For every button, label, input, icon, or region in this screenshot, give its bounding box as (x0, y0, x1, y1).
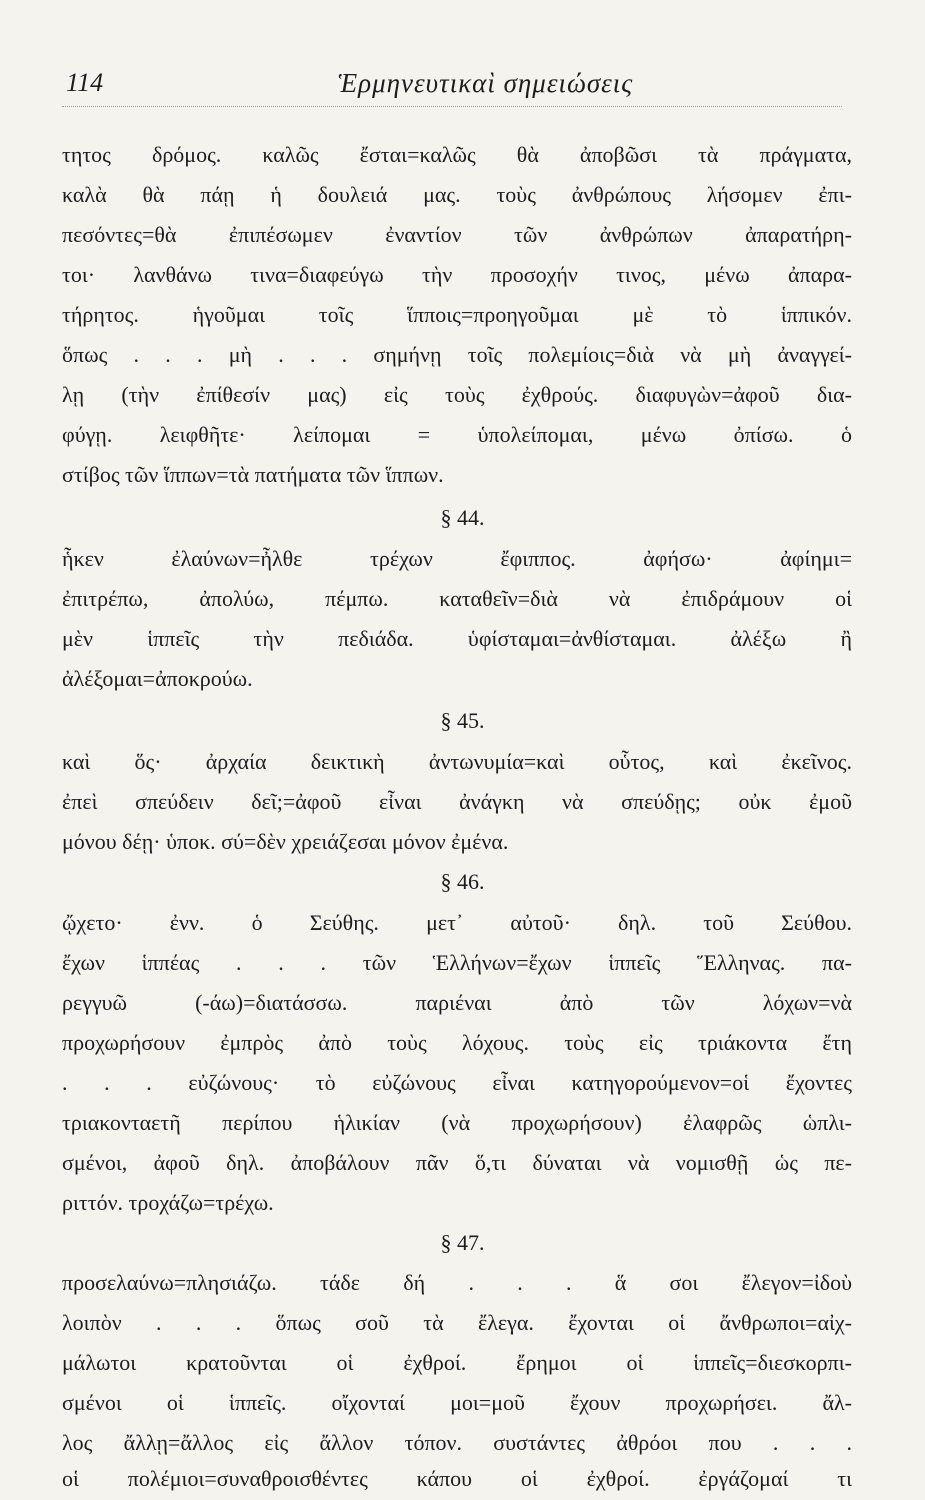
text-line: προχωρήσουν ἐμπρὸς ἀπὸ τοὺς λόχους. τοὺς εἰς τριάκοντα ἔτη (62, 1030, 852, 1055)
section-heading-46: § 46. (440, 869, 485, 894)
text-line: μὲν ἱππεῖς τὴν πεδιάδα. ὑφίσταμαι=ἀνθίσταμαι. ἀλέξω ἢ (62, 626, 852, 651)
text-line: ὅπως . . . μὴ . . . σημήνῃ τοῖς πολεμίοις=διὰ νὰ μὴ ἀναγγεί- (62, 342, 852, 367)
text-line: ἐπεὶ σπεύδειν δεῖ;=ἀφοῦ εἶναι ἀνάγκη νὰ σπεύδῃς; οὐκ ἐμοῦ (62, 789, 852, 814)
text-line: τήρητος. ἡγοῦμαι τοῖς ἵπποις=προηγοῦμαι μὲ τὸ ἱππικόν. (62, 302, 852, 327)
text-line: καὶ ὅς· ἀρχαία δεικτικὴ ἀντωνυμία=καὶ οὗτος, καὶ ἐκεῖνος. (62, 749, 852, 774)
section-heading-44: § 44. (440, 505, 485, 530)
section-heading-47: § 47. (440, 1230, 485, 1255)
text-line: τητος δρόμος. καλῶς ἔσται=καλῶς θὰ ἀποβῶσι τὰ πράγματα, (62, 142, 852, 167)
text-line: μάλωτοι κρατοῦνται οἱ ἐχθροί. ἔρημοι οἱ ἱππεῖς=διεσκορπι- (62, 1350, 852, 1375)
text-line: καλὰ θὰ πάῃ ἡ δουλειά μας. τοὺς ἀνθρώπους λήσομεν ἐπι- (62, 182, 852, 207)
text-line: σμένοι οἱ ἱππεῖς. οἴχονταί μοι=μοῦ ἔχουν προχωρήσει. ἄλ- (62, 1390, 852, 1415)
text-line: λοιπὸν . . . ὅπως σοῦ τὰ ἔλεγα. ἔχονται οἱ ἄνθρωποι=αἰχ- (62, 1310, 852, 1335)
running-header (62, 66, 842, 107)
text-line: . . . εὐζώνους· τὸ εὐζώνους εἶναι κατηγορούμενον=οἱ ἔχοντες (62, 1070, 852, 1095)
text-line: φύγῃ. λειφθῆτε· λείπομαι = ὑπολείπομαι, μένω ὀπίσω. ὁ (62, 422, 852, 447)
text-line: λῃ (τὴν ἐπίθεσίν μας) εἰς τοὺς ἐχθρούς. διαφυγὼν=ἀφοῦ δια- (62, 382, 852, 407)
text-line: λος ἄλλῃ=ἄλλος εἰς ἄλλον τόπον. συστάντες ἀθρόοι που . . . (62, 1430, 852, 1455)
page-number: 114 (66, 68, 104, 97)
section-heading-45: § 45. (440, 708, 485, 733)
text-line: τριακονταετῆ περίπου ἡλικίαν (νὰ προχωρήσουν) ἐλαφρῶς ὡπλι- (62, 1110, 852, 1135)
text-line: ἧκεν ἐλαύνων=ἦλθε τρέχων ἔφιππος. ἀφήσω· ἀφίημι= (62, 546, 852, 571)
text-line: σμένοι, ἀφοῦ δηλ. ἀποβάλουν πᾶν ὅ,τι δύναται νὰ νομισθῇ ὡς πε- (62, 1150, 852, 1175)
text-line: στίβος τῶν ἵππων=τὰ πατήματα τῶν ἵππων. (62, 462, 444, 487)
text-line: ἐπιτρέπω, ἀπολύω, πέμπω. καταθεῖν=διὰ νὰ ἐπιδράμουν οἱ (62, 586, 852, 611)
text-line: ἀλέξομαι=ἀποκρούω. (62, 666, 253, 691)
text-line: ριττόν. τροχάζω=τρέχω. (62, 1190, 274, 1215)
running-title: Ἑρμηνευτικαὶ σημειώσεις (338, 68, 634, 98)
text-line: ρεγγυῶ (-άω)=διατάσσω. παριέναι ἀπὸ τῶν λόχων=νὰ (62, 990, 852, 1015)
text-line: προσελαύνω=πλησιάζω. τάδε δή . . . ἅ σοι ἔλεγον=ἰδοὺ (62, 1270, 852, 1295)
text-line: οἱ πολέμιοι=συναθροισθέντες κάπου οἱ ἐχθροί. ἐργάζομαί τι (62, 1466, 852, 1491)
text-line: ᾤχετο· ἐνν. ὁ Σεύθης. μετ᾽ αὐτοῦ· δηλ. τοῦ Σεύθου. (62, 910, 852, 935)
text-line: πεσόντες=θὰ ἐπιπέσωμεν ἐναντίον τῶν ἀνθρώπων ἀπαρατήρη- (62, 222, 852, 247)
text-line: ἔχων ἱππέας . . . τῶν Ἑλλήνων=ἔχων ἱππεῖς Ἕλληνας. πα- (62, 950, 852, 975)
text-line: μόνου δέῃ· ὑποκ. σύ=δὲν χρειάζεσαι μόνον ἐμένα. (62, 829, 509, 854)
text-line: τοι· λανθάνω τινα=διαφεύγω τὴν προσοχήν τινος, μένω ἀπαρα- (62, 262, 852, 287)
